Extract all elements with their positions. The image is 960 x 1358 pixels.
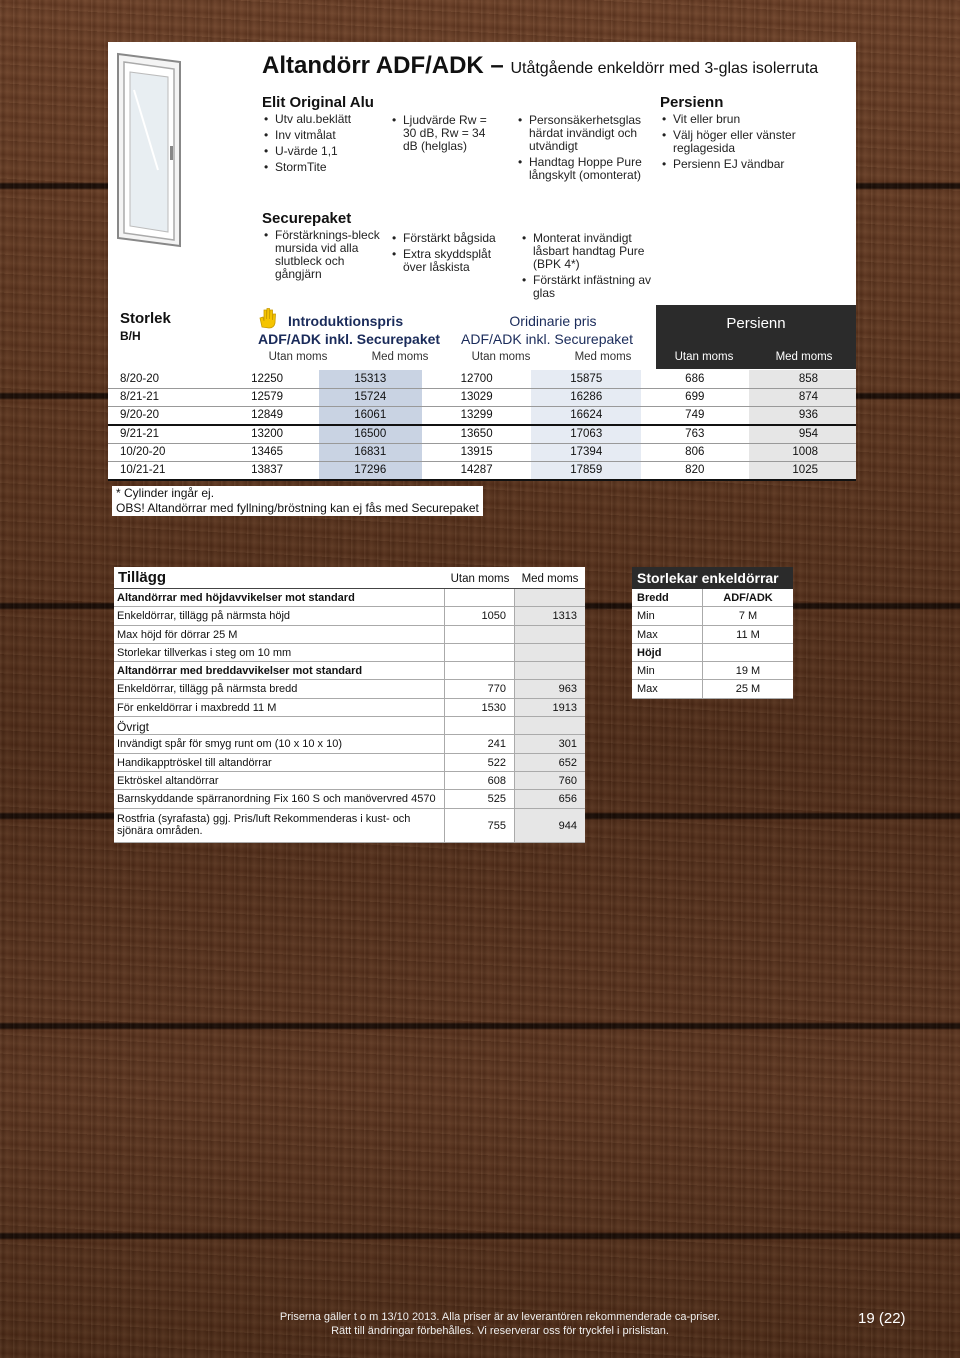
row-med: 944 bbox=[514, 809, 585, 842]
feature-item: • StormTite bbox=[262, 161, 384, 174]
feature-item: • Ljudvärde Rw = 30 dB, Rw = 34 dB (helglas) bbox=[390, 114, 500, 153]
price-cell: 16831 bbox=[319, 443, 422, 461]
title-sub: Utåtgående enkeldörr med 3-glas isolerruta bbox=[510, 60, 819, 77]
price-cell: 16286 bbox=[531, 388, 641, 406]
feature-persienn bbox=[660, 96, 850, 174]
price-cell: 15313 bbox=[319, 370, 422, 388]
price-cell: 858 bbox=[749, 370, 857, 388]
row-med bbox=[514, 644, 585, 661]
row-utan bbox=[444, 717, 514, 734]
size-cell: 8/21-21 bbox=[108, 388, 215, 406]
price-cell: 12579 bbox=[215, 388, 318, 406]
row-utan bbox=[444, 662, 514, 679]
feature-secure-2 bbox=[390, 232, 508, 277]
price-cell: 1008 bbox=[749, 443, 857, 461]
col-med-moms: Med moms bbox=[371, 351, 429, 363]
col-med-moms: Med moms bbox=[574, 351, 632, 363]
table-row bbox=[114, 680, 585, 698]
row-utan: 755 bbox=[444, 809, 514, 842]
price-cell: 820 bbox=[641, 461, 748, 479]
col-med-moms: Med moms bbox=[521, 573, 579, 585]
row-med bbox=[514, 626, 585, 643]
table-row bbox=[114, 717, 585, 735]
row-description: Handikapptröskel till altandörrar bbox=[117, 756, 272, 769]
securepaket-heading: Securepaket bbox=[262, 210, 352, 227]
storlek-label: Storlek bbox=[120, 310, 171, 327]
door-illustration bbox=[114, 50, 186, 250]
feature-elit bbox=[262, 96, 384, 177]
price-cell: 13200 bbox=[215, 425, 318, 443]
row-utan bbox=[444, 626, 514, 643]
price-cell: 874 bbox=[749, 388, 857, 406]
price-cell: 13299 bbox=[422, 407, 532, 425]
table-row bbox=[108, 443, 856, 461]
row-utan: 525 bbox=[444, 790, 514, 807]
page-number: 19 (22) bbox=[858, 1310, 906, 1327]
persienn-title: Persienn bbox=[726, 315, 786, 332]
note-cylinder: * Cylinder ingår ej. bbox=[116, 486, 215, 500]
table-row bbox=[114, 809, 585, 843]
footer-line-2: Rätt till ändringar förbehålles. Vi reserverar oss för tryckfel i prislistan. bbox=[331, 1325, 669, 1337]
feature-item: • Välj höger eller vänster reglagesida bbox=[660, 129, 850, 155]
table-row bbox=[114, 626, 585, 644]
size-label: Min bbox=[637, 610, 655, 623]
table-row bbox=[114, 589, 585, 607]
price-cell: 936 bbox=[749, 407, 857, 425]
feature-item: • Förstärknings-bleck mursida vid alla slutbleck och gångjärn bbox=[262, 229, 384, 281]
bh-label: B/H bbox=[120, 329, 141, 343]
row-description: Enkeldörrar, tillägg på närmsta höjd bbox=[117, 610, 291, 623]
table-row bbox=[114, 699, 585, 717]
row-utan: 522 bbox=[444, 754, 514, 771]
table-row bbox=[114, 735, 585, 753]
row-description: Övrigt bbox=[117, 720, 150, 735]
size-cell: 9/21-21 bbox=[108, 425, 215, 443]
row-utan: 770 bbox=[444, 680, 514, 697]
intro-subtitle: ADF/ADK inkl. Securepaket bbox=[258, 331, 441, 347]
table-row bbox=[632, 626, 793, 644]
row-utan: 1530 bbox=[444, 699, 514, 716]
size-cell: 10/21-21 bbox=[108, 461, 215, 479]
note-securepaket: OBS! Altandörrar med fyllning/bröstning kan ej fås med Securepaket bbox=[116, 501, 479, 515]
storlekar-title: Storlekar enkeldörrar bbox=[632, 567, 793, 589]
footer-line-1: Priserna gäller t o m 13/10 2013. Alla priser är av leverantören rekommenderade ca-priser. bbox=[279, 1311, 721, 1323]
feature-item: • Utv alu.beklätt bbox=[262, 113, 384, 126]
price-cell: 13465 bbox=[215, 443, 318, 461]
price-cell: 16500 bbox=[319, 425, 422, 443]
intro-title: Introduktionspris bbox=[288, 313, 404, 329]
storlek-header bbox=[120, 310, 171, 343]
row-description: Enkeldörrar, tillägg på närmsta bredd bbox=[117, 683, 298, 696]
row-description: Altandörrar med höjdavvikelser mot standard bbox=[117, 592, 355, 604]
price-cell: 15875 bbox=[531, 370, 641, 388]
tillagg-header bbox=[114, 567, 585, 589]
size-label: Bredd bbox=[637, 592, 669, 604]
col-utan-moms: Utan moms bbox=[450, 573, 510, 585]
row-med: 963 bbox=[514, 680, 585, 697]
feature-item: • Personsäkerhetsglas härdat invändigt och utvändigt bbox=[516, 114, 652, 153]
price-cell: 15724 bbox=[319, 388, 422, 406]
table-row bbox=[114, 754, 585, 772]
ordinary-title: Oridinarie pris bbox=[509, 313, 597, 329]
feature-sound bbox=[390, 114, 500, 156]
row-utan bbox=[444, 589, 514, 606]
page-title bbox=[262, 52, 818, 80]
price-cell: 749 bbox=[641, 407, 748, 425]
feature-item: • Förstärkt bågsida bbox=[390, 232, 508, 245]
table-row bbox=[632, 589, 793, 607]
table-row bbox=[108, 461, 856, 479]
price-cell: 14287 bbox=[422, 461, 532, 479]
elit-heading: Elit Original Alu bbox=[262, 94, 374, 111]
col-utan-moms: Utan moms bbox=[268, 351, 328, 363]
row-utan: 608 bbox=[444, 772, 514, 789]
row-med: 760 bbox=[514, 772, 585, 789]
price-cell: 12700 bbox=[422, 370, 532, 388]
feature-secure-3 bbox=[520, 232, 652, 303]
intro-price-header bbox=[250, 305, 453, 369]
row-utan bbox=[444, 644, 514, 661]
price-cell: 12849 bbox=[215, 407, 318, 425]
table-row bbox=[632, 680, 793, 698]
price-cell: 13837 bbox=[215, 461, 318, 479]
size-label: Min bbox=[637, 665, 655, 678]
table-row bbox=[632, 607, 793, 625]
tillagg-table bbox=[114, 567, 585, 843]
row-description: Max höjd för dörrar 25 M bbox=[117, 628, 238, 641]
col-utan-moms: Utan moms bbox=[674, 351, 734, 363]
price-cell: 17394 bbox=[531, 443, 641, 461]
row-med bbox=[514, 717, 585, 734]
feature-item: • Förstärkt infästning av glas bbox=[520, 274, 652, 300]
tillagg-title: Tillägg bbox=[118, 569, 167, 586]
row-description: Invändigt spår för smyg runt om (10 x 10 x 10) bbox=[117, 738, 342, 751]
table-row bbox=[108, 407, 856, 425]
row-med: 301 bbox=[514, 735, 585, 752]
feature-item: • Handtag Hoppe Pure långskylt (omonterat) bbox=[516, 156, 652, 182]
row-description: Ektröskel altandörrar bbox=[117, 774, 219, 787]
size-cell: 8/20-20 bbox=[108, 370, 215, 388]
size-cell: 10/20-20 bbox=[108, 443, 215, 461]
size-label: Höjd bbox=[637, 646, 662, 659]
row-description: Storlekar tillverkas i steg om 10 mm bbox=[117, 646, 292, 659]
footnotes bbox=[112, 486, 483, 516]
table-row bbox=[632, 644, 793, 662]
ordinary-subtitle: ADF/ADK inkl. Securepaket bbox=[461, 331, 633, 347]
row-med: 1913 bbox=[514, 699, 585, 716]
size-cell: 9/20-20 bbox=[108, 407, 215, 425]
price-cell: 16624 bbox=[531, 407, 641, 425]
price-cell: 763 bbox=[641, 425, 748, 443]
table-row bbox=[108, 388, 856, 406]
row-utan: 241 bbox=[444, 735, 514, 752]
feature-item: • Persienn EJ vändbar bbox=[660, 158, 850, 171]
row-utan: 1050 bbox=[444, 607, 514, 624]
persienn-price-header bbox=[656, 305, 856, 369]
feature-secure-1 bbox=[262, 212, 384, 284]
feature-item: • Inv vitmålat bbox=[262, 129, 384, 142]
row-description: Rostfria (syrafasta) ggj. Pris/luft Rekommenderas i kust- och sjönära områden. bbox=[117, 812, 411, 837]
feature-glass bbox=[516, 114, 652, 185]
price-cell: 806 bbox=[641, 443, 748, 461]
price-cell: 17063 bbox=[531, 425, 641, 443]
size-value: 25 M bbox=[702, 680, 793, 697]
row-description: Barnskyddande spärranordning Fix 160 S och manövervred 4570 bbox=[117, 793, 436, 806]
footer bbox=[240, 1310, 760, 1338]
table-row bbox=[108, 370, 856, 388]
row-med: 1313 bbox=[514, 607, 585, 624]
storlekar-table bbox=[632, 567, 793, 699]
size-value: 19 M bbox=[702, 662, 793, 679]
price-cell: 12250 bbox=[215, 370, 318, 388]
price-table bbox=[108, 370, 856, 481]
row-med bbox=[514, 662, 585, 679]
price-cell: 13029 bbox=[422, 388, 532, 406]
price-cell: 686 bbox=[641, 370, 748, 388]
price-cell: 1025 bbox=[749, 461, 857, 479]
feature-item: • Monterat invändigt låsbart handtag Pure (BPK 4*) bbox=[520, 232, 652, 271]
price-cell: 13650 bbox=[422, 425, 532, 443]
size-value: 11 M bbox=[702, 626, 793, 643]
price-cell: 699 bbox=[641, 388, 748, 406]
feature-item: • U-värde 1,1 bbox=[262, 145, 384, 158]
size-label: Max bbox=[637, 628, 658, 641]
row-med: 656 bbox=[514, 790, 585, 807]
feature-item: • Extra skyddsplåt över låskista bbox=[390, 248, 508, 274]
price-cell: 954 bbox=[749, 425, 857, 443]
title-main: Altandörr ADF/ADK – bbox=[262, 52, 511, 79]
table-row bbox=[114, 772, 585, 790]
size-value: 7 M bbox=[702, 607, 793, 624]
size-value bbox=[702, 644, 793, 661]
size-label: Max bbox=[637, 683, 658, 696]
table-row bbox=[114, 644, 585, 662]
row-description: Altandörrar med breddavvikelser mot standard bbox=[117, 665, 363, 678]
hand-icon bbox=[254, 305, 280, 331]
table-row bbox=[632, 662, 793, 680]
row-med: 652 bbox=[514, 754, 585, 771]
col-utan-moms: Utan moms bbox=[471, 351, 531, 363]
price-cell: 16061 bbox=[319, 407, 422, 425]
price-cell: 13915 bbox=[422, 443, 532, 461]
size-value: ADF/ADK bbox=[702, 589, 793, 606]
ordinary-price-header bbox=[453, 305, 656, 369]
price-cell: 17296 bbox=[319, 461, 422, 479]
row-med bbox=[514, 589, 585, 606]
persienn-heading: Persienn bbox=[660, 94, 724, 111]
table-row bbox=[114, 607, 585, 625]
table-row bbox=[114, 790, 585, 808]
table-row bbox=[114, 662, 585, 680]
feature-item: • Vit eller brun bbox=[660, 113, 850, 126]
table-row bbox=[108, 425, 856, 443]
row-description: För enkeldörrar i maxbredd 11 M bbox=[117, 701, 277, 714]
price-cell: 17859 bbox=[531, 461, 641, 479]
col-med-moms: Med moms bbox=[775, 351, 833, 363]
